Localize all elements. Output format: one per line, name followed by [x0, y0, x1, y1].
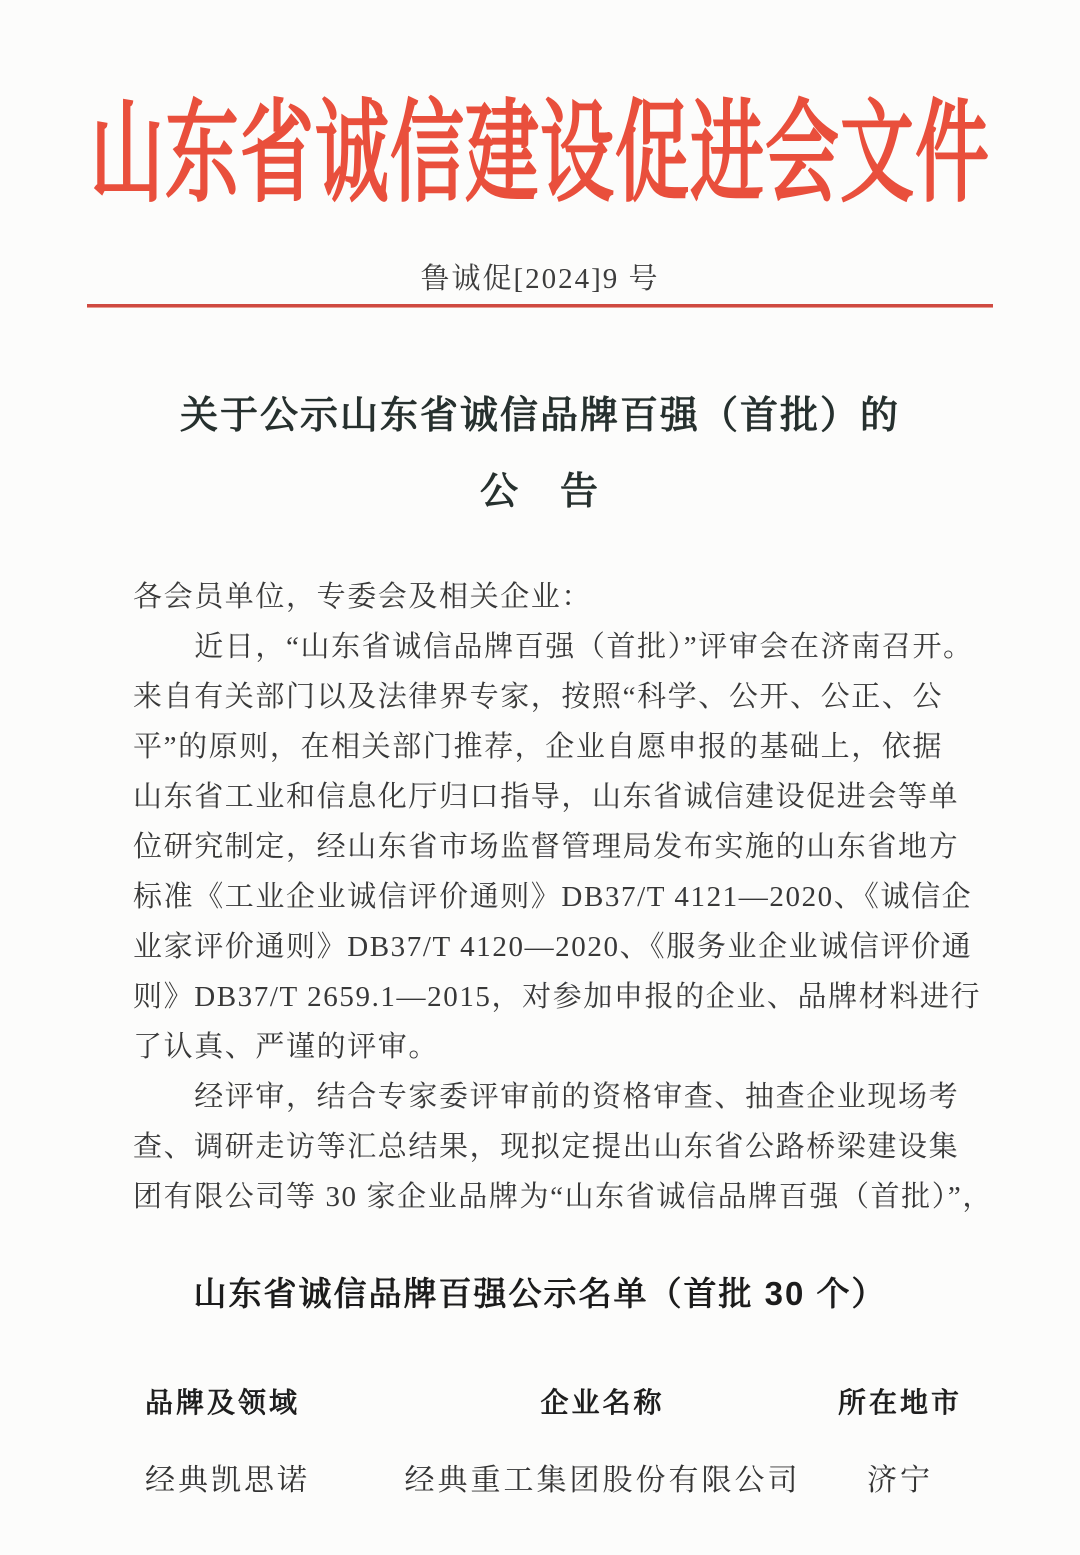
cell-company: 经典重工集团股份有限公司 [404, 1464, 801, 1497]
brand-list-title: 山东省诚信品牌百强公示名单（首批 30 个） [193, 1275, 887, 1312]
body-text-line: 标准《工业企业诚信评价通则》DB37/T 4121—2020、《诚信企 [133, 881, 973, 913]
body-text-line: 经评审，结合专家委评审前的资格审查、抽查企业现场考 [133, 1081, 960, 1113]
cell-brand: 经典凯思诺 [145, 1464, 310, 1497]
column-header-company-name: 企业名称 [540, 1387, 665, 1418]
table-body [145, 1455, 980, 1499]
body-text-line: 则》DB37/T 2659.1—2015，对参加申报的企业、品牌材料进行 [133, 981, 982, 1013]
announcement-title [0, 378, 1080, 530]
document-body [133, 572, 1000, 1222]
body-text-line: 山东省工业和信息化厅归口指导，山东省诚信建设促进会等单 [133, 781, 960, 813]
body-text-line: 查、调研走访等汇总结果，现拟定提出山东省公路桥梁建设集 [133, 1131, 960, 1163]
document-header [0, 80, 1080, 308]
red-divider-line [87, 304, 993, 308]
table-row [145, 1455, 980, 1499]
document-number: 鲁诚促[2024]9 号 [420, 263, 660, 295]
column-header-city: 所在地市 [837, 1387, 962, 1418]
body-text-line: 团有限公司等 30 家企业品牌为“山东省诚信品牌百强（首批）”， [133, 1181, 993, 1213]
body-text-line: 位研究制定，经山东省市场监督管理局发布实施的山东省地方 [133, 831, 960, 863]
announcement-title-line2: 公 告 [479, 471, 600, 513]
cell-city: 济宁 [867, 1464, 933, 1497]
body-text-line: 来自有关部门以及法律界专家，按照“科学、公开、公正、公 [133, 681, 944, 713]
body-text-line: 了认真、严谨的评审。 [133, 1031, 440, 1063]
issuing-org-title: 山东省诚信建设促进会文件 [90, 93, 990, 217]
body-text-line: 近日，“山东省诚信品牌百强（首批）”评审会在济南召开。 [133, 631, 974, 663]
brand-list-table [145, 1381, 980, 1499]
table-header-row [145, 1381, 980, 1421]
announcement-title-line1: 关于公示山东省诚信品牌百强（首批）的 [179, 395, 900, 437]
body-text-line: 平”的原则，在相关部门推荐，企业自愿申报的基础上，依据 [133, 731, 944, 763]
body-text-line: 各会员单位，专委会及相关企业： [133, 581, 593, 613]
column-header-brand-field: 品牌及领域 [145, 1387, 301, 1418]
body-text-line: 业家评价通则》DB37/T 4120—2020、《服务业企业诚信评价通 [133, 931, 973, 963]
